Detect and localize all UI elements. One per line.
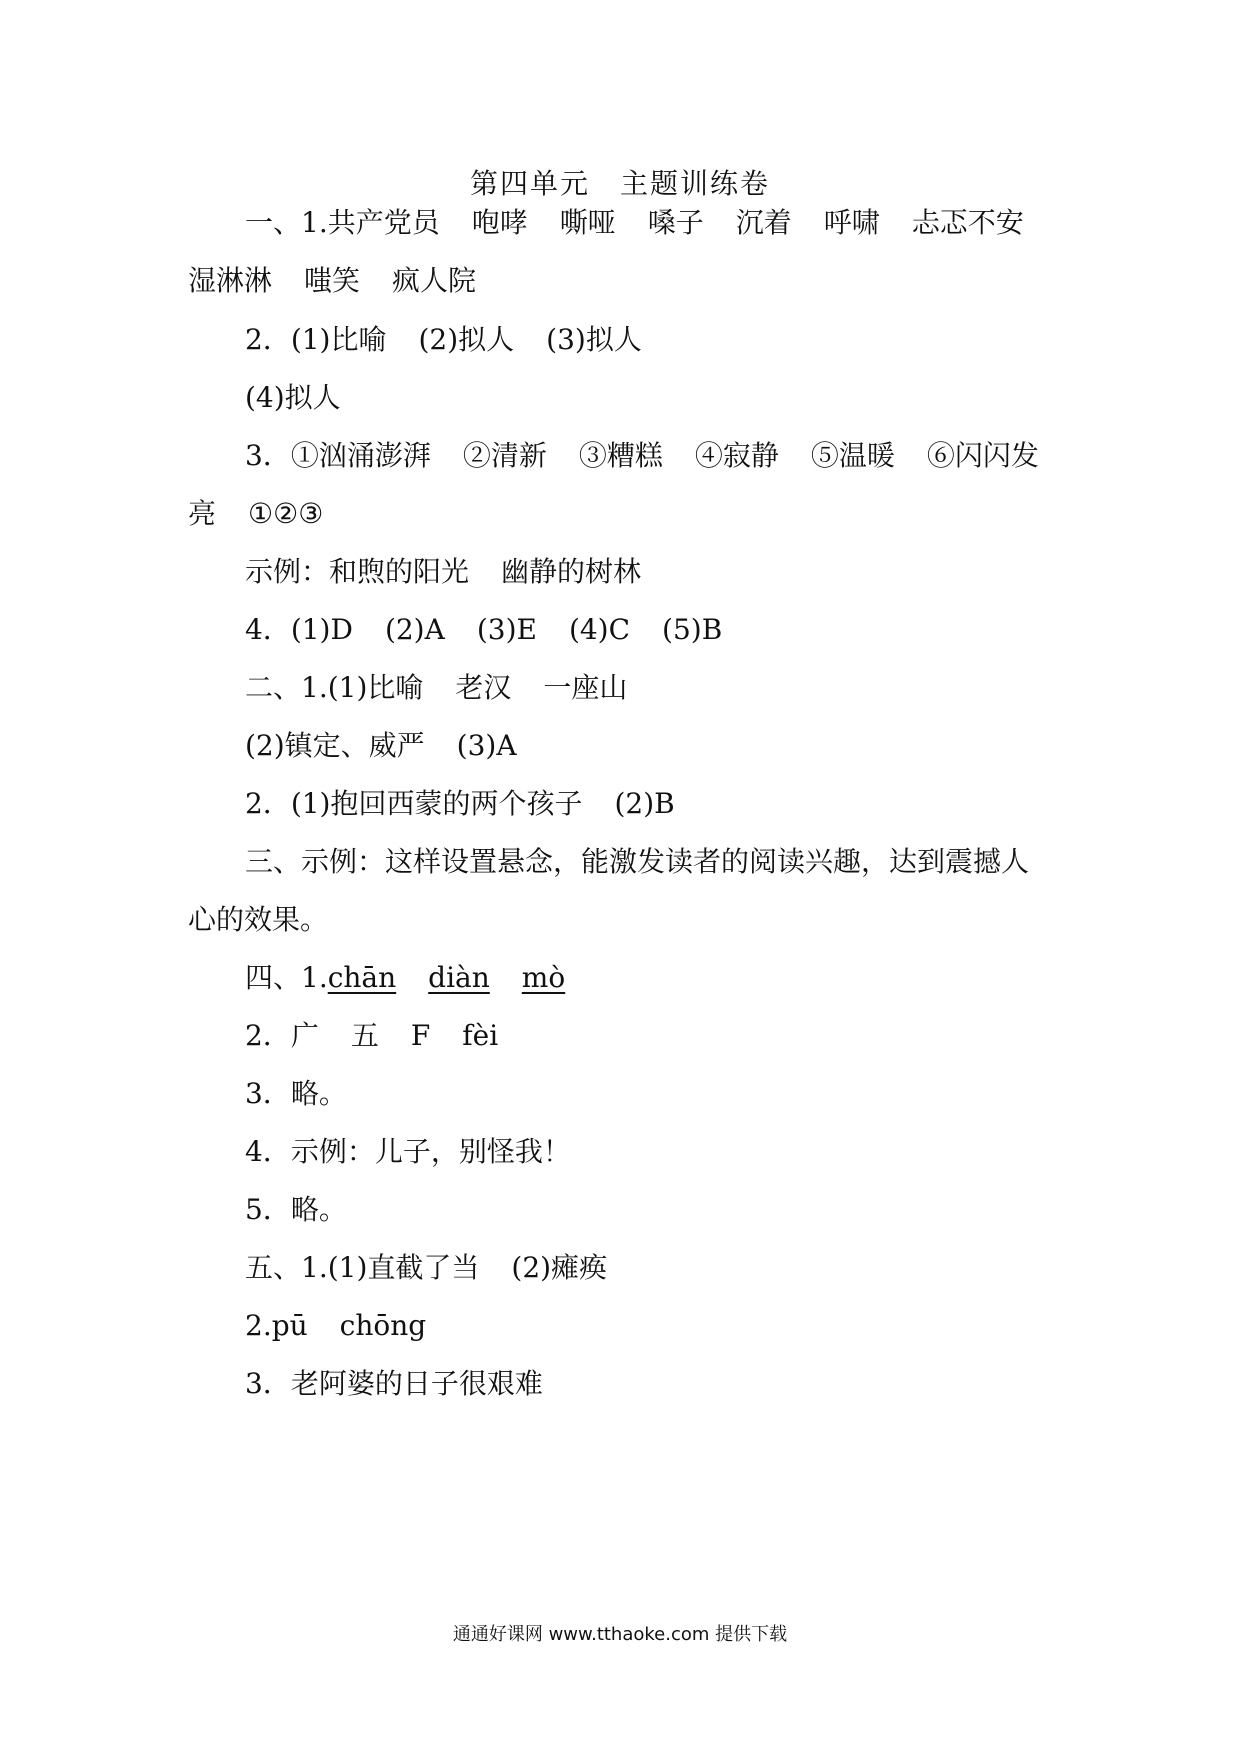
section4-q1 — [245, 958, 565, 998]
answer-item: (4)拟人 — [245, 381, 341, 414]
answer-item: 二、1.(1)比喻 — [245, 671, 424, 704]
answer-item: (5)B — [662, 613, 723, 646]
section1-q2-line1 — [245, 320, 642, 360]
answer-text: 3．略。 — [245, 1077, 347, 1110]
section2-line3 — [245, 784, 675, 824]
answer-item: 五 — [350, 1019, 379, 1052]
title-name: 主题训练卷 — [620, 167, 771, 200]
section5-line2 — [245, 1306, 426, 1346]
answer-item: 示例：和煦的阳光 — [245, 555, 470, 588]
answer-item: F — [410, 1019, 431, 1052]
answer-item: 忐忑不安 — [911, 206, 1024, 239]
footer-watermark: 通通好课网 www.tthaoke.com 提供下载 — [452, 1624, 788, 1645]
section5-line1 — [245, 1248, 607, 1288]
section4-q4 — [245, 1132, 571, 1172]
answer-item: (3)A — [456, 729, 517, 762]
answer-item: 嘶哑 — [559, 206, 616, 239]
answer-item: ③糟糕 — [578, 439, 663, 472]
section1-q3-line1 — [245, 436, 1039, 476]
section4-q5 — [245, 1190, 347, 1230]
section1-q3-line2 — [188, 494, 323, 534]
answer-item: 老汉 — [455, 671, 512, 704]
answer-item: ①②③ — [248, 497, 324, 530]
answer-item: 2.pū — [245, 1309, 308, 1342]
answer-item: 疯人院 — [392, 264, 477, 297]
section5-line3 — [245, 1364, 543, 1404]
answer-item: 一座山 — [543, 671, 628, 704]
answer-item: 3．①汹涌澎湃 — [245, 439, 431, 472]
section1-line2 — [188, 261, 476, 301]
answer-item: 嗤笑 — [304, 264, 361, 297]
answer-item: ④寂静 — [694, 439, 779, 472]
answer-item: (2)拟人 — [418, 323, 515, 356]
section1-line1 — [245, 203, 1024, 243]
answer-text: 5．略。 — [245, 1193, 347, 1226]
section3-line2 — [188, 900, 328, 940]
answer-item: 2．(1)比喻 — [245, 323, 387, 356]
answer-item: 咆哮 — [471, 206, 528, 239]
title-unit: 第四单元 — [469, 167, 590, 200]
pinyin-answer: mò — [521, 961, 566, 994]
section1-q2-line2 — [245, 378, 341, 418]
pinyin-answer: chān — [327, 961, 397, 994]
answer-text: 3．老阿婆的日子很艰难 — [245, 1367, 543, 1400]
answer-item: 4．(1)D — [245, 613, 353, 646]
answer-item: (2)B — [614, 787, 675, 820]
answer-item: 幽静的树林 — [501, 555, 642, 588]
answer-item: 2．广 — [245, 1019, 319, 1052]
answer-item: 嗓子 — [647, 206, 704, 239]
answer-item: 2．(1)抱回西蒙的两个孩子 — [245, 787, 583, 820]
answer-item: 沉着 — [735, 206, 792, 239]
answer-item: fèi — [462, 1019, 499, 1052]
section1-q3-line3 — [245, 552, 641, 592]
section3-line1 — [245, 842, 1029, 882]
answer-text: 4．示例：儿子，别怪我！ — [245, 1135, 571, 1168]
page-title — [0, 162, 1240, 202]
section1-q4 — [245, 610, 722, 650]
answer-item: ⑤温暖 — [810, 439, 895, 472]
answer-item: 湿淋淋 — [188, 264, 273, 297]
answer-item: (2)A — [384, 613, 445, 646]
answer-text: 心的效果。 — [188, 903, 329, 936]
answer-item: 五、1.(1)直截了当 — [245, 1251, 480, 1284]
section2-line1 — [245, 668, 627, 708]
answer-item: 呼啸 — [823, 206, 880, 239]
answer-item: (2)瘫痪 — [511, 1251, 608, 1284]
answer-item: (3)拟人 — [546, 323, 642, 356]
answer-item: (2)镇定、威严 — [245, 729, 425, 762]
answer-item: 一、1.共产党员 — [245, 206, 440, 239]
question-number: 四、1. — [245, 961, 328, 994]
section2-line2 — [245, 726, 517, 766]
section4-q3 — [245, 1074, 347, 1114]
section4-q2 — [245, 1016, 498, 1056]
pinyin-answer: diàn — [428, 961, 490, 994]
answer-text: 三、示例：这样设置悬念，能激发读者的阅读兴趣，达到震撼人 — [245, 845, 1030, 878]
answer-item: (4)C — [568, 613, 631, 646]
answer-item: chōng — [339, 1309, 427, 1342]
answer-item: ②清新 — [462, 439, 547, 472]
answer-item: (3)E — [476, 613, 537, 646]
answer-item: 亮 — [188, 497, 217, 530]
answer-item: ⑥闪闪发 — [926, 439, 1039, 472]
